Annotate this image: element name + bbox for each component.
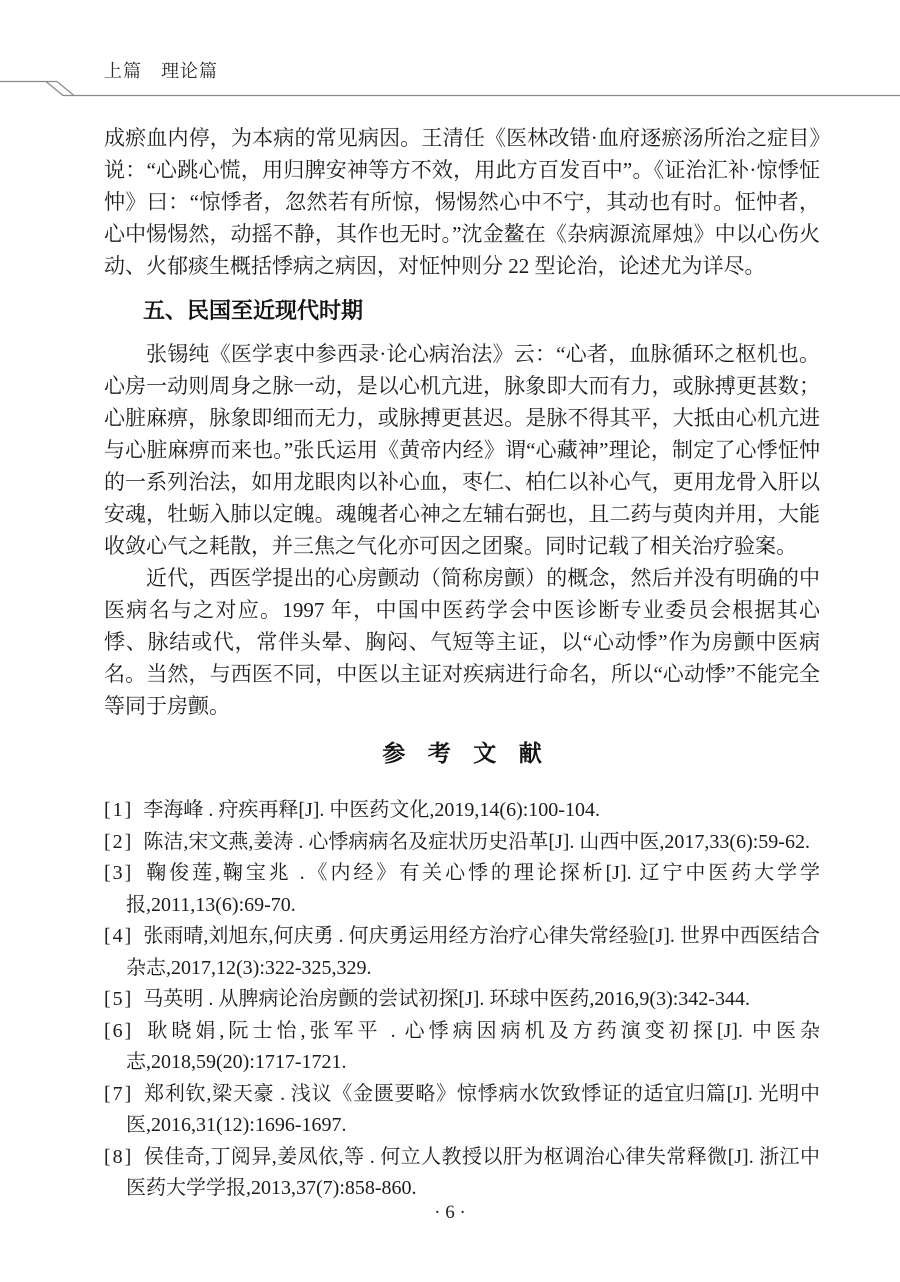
reference-item xyxy=(104,984,820,1016)
reference-text: 陈洁,宋文燕,姜涛 . 心悸病病名及症状历史沿革[J]. 山西中医,2017,33(6):59-62. xyxy=(143,830,810,853)
reference-item xyxy=(104,827,820,859)
reference-label: [2] xyxy=(104,830,134,853)
paragraph-continuation: 成瘀血内停，为本病的常见病因。王清任《医林改错·血府逐瘀汤所治之症目》说：“心跳心慌，用归脾安神等方不效，用此方百发百中”。《证治汇补·惊悸怔忡》曰：“惊悸者，忽然若有所惊，惕惕然心中不宁，其动也有时。怔忡者，心中惕惕然，动摇不静，其作也无时。”沈金鳌在《杂病源流犀烛》中以心伤火动、火郁痰生概括悸病之病因，对怔忡则分 22 型论治，论述尤为详尽。 xyxy=(104,126,820,278)
reference-item xyxy=(104,795,820,827)
reference-item xyxy=(104,858,820,921)
page-body xyxy=(104,122,820,1205)
reference-label: [1] xyxy=(104,799,134,821)
reference-text: 耿晓娟,阮士怡,张军平 . 心悸病因病机及方药演变初探[J]. 中医杂志,2018,59(20):1717-1721. xyxy=(126,1019,820,1073)
reference-text: 郑利钦,梁天豪 . 浅议《金匮要略》惊悸病水饮致悸证的适宜归篇[J]. 光明中医,2016,31(12):1696-1697. xyxy=(126,1082,820,1136)
paragraph: 张锡纯《医学衷中参西录·论心病治法》云：“心者，血脉循环之枢机也。心房一动则周身之脉一动，是以心机亢进，脉象即大而有力，或脉搏更甚数；心脏麻痹，脉象即细而无力，或脉搏更甚迟。是脉不得其平，大抵由心机亢进与心脏麻痹而来也。”张氏运用《黄帝内经》谓“心藏神”理论，制定了心悸怔忡的一系列治法，如用龙眼肉以补心血，枣仁、柏仁以补心气，更用龙骨入肝以安魂，牡蛎入肺以定魄。魂魄者心神之左辅右弼也，且二药与萸肉并用，大能收敛心气之耗散，并三焦之气化亦可因之团聚。同时记载了相关治疗验案。 xyxy=(104,342,820,558)
paragraph: 近代，西医学提出的心房颤动（简称房颤）的概念，然后并没有明确的中医病名与之对应。1997 年，中国中医药学会中医诊断专业委员会根据其心悸、脉结或代，常伴头晕、胸闷、气短等主证，以“心动悸”作为房颤中医病名。当然，与西医不同，中医以主证对疾病进行命名，所以“心动悸”不能完全等同于房颤。 xyxy=(104,566,820,718)
reference-text: 张雨晴,刘旭东,何庆勇 . 何庆勇运用经方治疗心律失常经验[J]. 世界中西医结合杂志,2017,12(3):322-325,329. xyxy=(126,925,820,979)
reference-label: [5] xyxy=(104,988,134,1010)
reference-text: 李海峰 . 疛疾再释[J]. 中医药文化,2019,14(6):100-104. xyxy=(143,799,600,821)
reference-text: 侯佳奇,丁阅异,姜凤依,等 . 何立人教授以肝为枢调治心律失常释微[J]. 浙江中医药大学学报,2013,37(7):858-860. xyxy=(126,1145,820,1199)
header-rule-decoration xyxy=(0,0,900,110)
references-list xyxy=(104,795,820,1205)
references-heading: 参 考 文 献 xyxy=(382,740,550,766)
reference-label: [8] xyxy=(104,1145,134,1168)
running-head-title: 上篇 理论篇 xyxy=(104,61,218,81)
page-number: · 6 · xyxy=(434,1202,466,1223)
reference-label: [7] xyxy=(104,1082,134,1105)
reference-text: 马英明 . 从脾病论治房颤的尝试初探[J]. 环球中医药,2016,9(3):342-344. xyxy=(143,988,750,1010)
reference-label: [3] xyxy=(104,862,134,884)
reference-item xyxy=(104,1079,820,1142)
section-heading: 五、民国至近现代时期 xyxy=(143,298,364,323)
reference-item xyxy=(104,1016,820,1079)
reference-item xyxy=(104,1142,820,1205)
reference-label: [6] xyxy=(104,1019,134,1042)
reference-label: [4] xyxy=(104,925,134,947)
reference-item xyxy=(104,921,820,984)
reference-text: 鞠俊莲,鞠宝兆 .《内经》有关心悸的理论探析[J]. 辽宁中医药大学学报,2011,13(6):69-70. xyxy=(126,862,820,916)
